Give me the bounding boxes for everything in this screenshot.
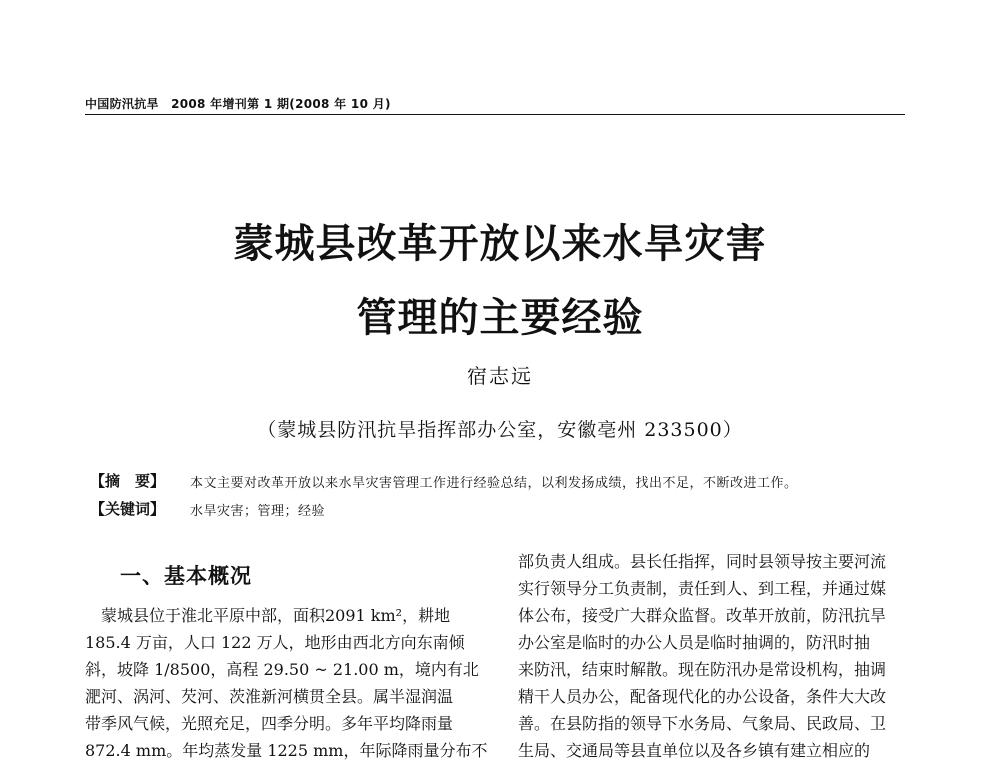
body-line-left: 带季风气候，光照充足，四季分明。多年平均降雨量 (85, 714, 454, 733)
body-line-right: 善。在县防指的领导下水务局、气象局、民政局、卫 (518, 714, 887, 733)
running-header: 中国防汛抗旱 2008 年增刊第 1 期(2008 年 10 月) (85, 97, 391, 111)
body-line-right: 部负责人组成。县长任指挥，同时县领导按主要河流 (518, 552, 887, 571)
body-line-right: 办公室是临时的办公人员是临时抽调的，防汛时抽 (518, 633, 871, 652)
body-line-left: 斜，坡降 1/8500，高程 29.50 ~ 21.00 m，境内有北 (85, 660, 479, 679)
header-rule (85, 114, 905, 115)
body-line-right: 体公布，接受广大群众监督。改革开放前，防汛抗旱 (518, 606, 887, 625)
body-line-right: 生局、交通局等县直单位以及各乡镇有建立相应的 (518, 741, 871, 760)
body-line-right: 实行领导分工负责制，责任到人、到工程，并通过媒 (518, 579, 887, 598)
keywords-label: 【关键词】 (90, 500, 166, 518)
body-line-left: 蒙城县位于淮北平原中部，面积2091 km²，耕地 (85, 606, 451, 625)
body-line-right: 来防汛，结束时解散。现在防汛办是常设机构，抽调 (518, 660, 887, 679)
author-affiliation: （蒙城县防汛抗旱指挥部办公室，安徽亳州 233500） (257, 419, 743, 441)
section-heading: 一、基本概况 (120, 563, 252, 588)
abstract-text: 本文主要对改革开放以来水旱灾害管理工作进行经验总结，以利发扬成绩，找出不足，不断改进工作。 (190, 476, 798, 491)
body-line-left: 872.4 mm。年均蒸发量 1225 mm，年际降雨量分布不 (85, 741, 488, 760)
abstract-label: 【摘 要】 (90, 472, 166, 490)
author-name: 宿志远 (467, 364, 533, 388)
body-line-left: 185.4 万亩，人口 122 万人，地形由西北方向东南倾 (85, 633, 465, 652)
body-line-right: 精干人员办公，配备现代化的办公设备，条件大大改 (518, 687, 887, 706)
keywords-text: 水旱灾害；管理；经验 (190, 504, 326, 519)
article-title-line-1: 蒙城县改革开放以来水旱灾害 (233, 220, 767, 267)
article-title-line-2: 管理的主要经验 (356, 294, 644, 341)
body-line-left: 淝河、涡河、芡河、茨淮新河横贯全县。属半湿润温 (85, 687, 454, 706)
